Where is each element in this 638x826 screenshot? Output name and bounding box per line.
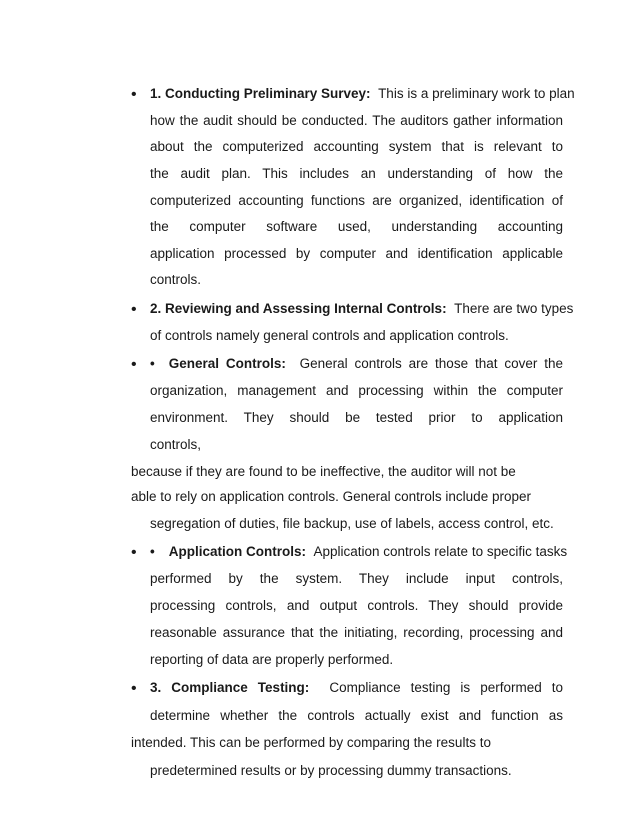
text-line: controls. bbox=[150, 272, 202, 287]
text-line: computerized accounting functions are organized, identification of bbox=[150, 193, 563, 208]
text-line: performed by the system. They include input controls, bbox=[150, 571, 563, 586]
text-line: determine whether the controls actually exist and function as bbox=[150, 708, 563, 723]
text-line: predetermined results or by processing dummy transactions. bbox=[150, 763, 512, 778]
text-line: able to rely on application controls. General controls include proper bbox=[131, 489, 531, 504]
text-line: environment. They should be tested prior to application bbox=[150, 410, 563, 425]
text-line: processing controls, and output controls. They should provide bbox=[150, 598, 563, 613]
text-line: how the audit should be conducted. The auditors gather information bbox=[150, 113, 563, 128]
bullet-icon: • bbox=[131, 544, 137, 561]
text-line: because if they are found to be ineffective, the auditor will not be bbox=[131, 464, 516, 479]
text-line: 3. Compliance Testing: Compliance testing is performed to bbox=[150, 680, 563, 695]
text-line: the computer software used, understanding accounting bbox=[150, 219, 563, 234]
text-line: 1. Conducting Preliminary Survey: This is a preliminary work to plan bbox=[150, 86, 575, 101]
text-line: application processed by computer and identification applicable bbox=[150, 246, 563, 261]
text-line: about the computerized accounting system that is relevant to bbox=[150, 139, 563, 154]
text-line: • General Controls: General controls are those that cover the bbox=[150, 356, 563, 371]
text-line: • Application Controls: Application controls relate to specific tasks bbox=[150, 544, 568, 559]
text-line: 2. Reviewing and Assessing Internal Controls: There are two types bbox=[150, 301, 574, 316]
text-line: controls, bbox=[150, 437, 202, 452]
text-line: reasonable assurance that the initiating, recording, processing and bbox=[150, 625, 563, 640]
text-line: the audit plan. This includes an understanding of how the bbox=[150, 166, 563, 181]
text-line: organization, management and processing within the computer bbox=[150, 383, 563, 398]
text-line: intended. This can be performed by comparing the results to bbox=[131, 735, 491, 750]
bullet-icon: • bbox=[131, 356, 137, 373]
bullet-icon: • bbox=[131, 680, 137, 697]
text-line: segregation of duties, file backup, use of labels, access control, etc. bbox=[150, 516, 554, 531]
text-line: of controls namely general controls and application controls. bbox=[150, 328, 509, 343]
bullet-icon: • bbox=[131, 86, 137, 103]
text-line: reporting of data are properly performed. bbox=[150, 652, 394, 667]
bullet-icon: • bbox=[131, 301, 137, 318]
